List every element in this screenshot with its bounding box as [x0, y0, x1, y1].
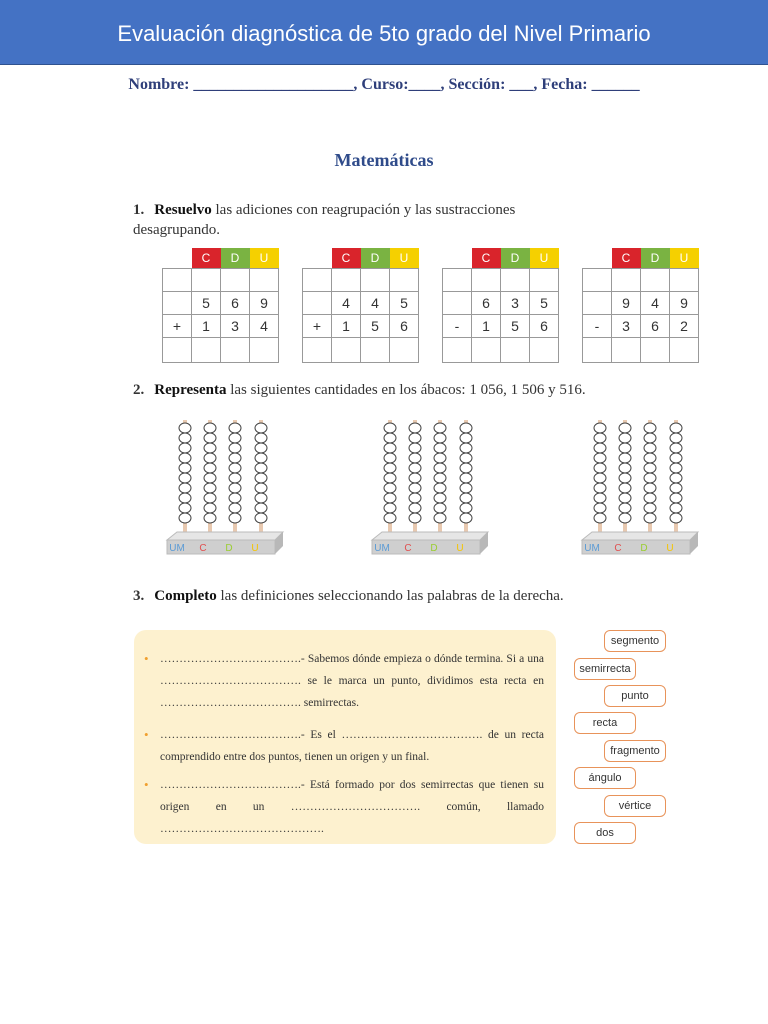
digit-cell: 4 — [250, 315, 279, 338]
abacus-drawing — [165, 418, 295, 560]
abacus-bead — [179, 463, 191, 473]
abacus-bead — [179, 503, 191, 513]
grid-cell — [501, 269, 530, 292]
place-header-u: U — [530, 248, 559, 269]
grid-cell — [583, 269, 612, 292]
abacus-bead — [434, 453, 446, 463]
abacus-bead — [409, 503, 421, 513]
grid-cell — [443, 269, 472, 292]
abacus-bead — [179, 483, 191, 493]
abacus-bead — [594, 453, 606, 463]
question-number: 3. — [133, 588, 145, 604]
abacus-bead — [619, 473, 631, 483]
operator-cell: + — [163, 315, 192, 338]
abacus-bead — [204, 473, 216, 483]
digit-cell: 5 — [361, 315, 390, 338]
place-header-u: U — [390, 248, 419, 269]
operation-grid — [582, 248, 699, 363]
digit-cell: 1 — [332, 315, 361, 338]
abacus-bead — [594, 483, 606, 493]
abacus-bead — [255, 503, 267, 513]
abacus-bead — [255, 473, 267, 483]
abacus-label: U — [456, 543, 464, 554]
question-1 — [133, 200, 603, 240]
abacus-bead — [384, 483, 396, 493]
word-chip[interactable]: fragmento — [604, 740, 666, 762]
answer-cell[interactable] — [472, 338, 501, 363]
abacus-bead — [619, 423, 631, 433]
abacus-bead — [409, 433, 421, 443]
grid-cell — [472, 269, 501, 292]
header-title: Evaluación diagnóstica de 5to grado del Nivel Primario — [117, 21, 651, 46]
definition-text[interactable]: ……………………………….- Es el ………………………………. de un recta comprendido entre dos puntos, tienen un origen y un final. — [160, 729, 544, 763]
abacus-bead — [434, 433, 446, 443]
grid-cell — [641, 269, 670, 292]
abacus-bead — [384, 513, 396, 523]
answer-cell[interactable] — [670, 338, 699, 363]
definition-item — [144, 648, 544, 714]
abacus-bead — [384, 443, 396, 453]
abacus-bead — [204, 503, 216, 513]
abacus-bead — [384, 453, 396, 463]
abacus-bead — [409, 473, 421, 483]
grid-cell — [163, 248, 192, 269]
abacus-label: D — [430, 543, 438, 554]
question-verb: Resuelvo — [154, 202, 212, 218]
abacus-bead — [384, 493, 396, 503]
grid-cell — [583, 248, 612, 269]
grid-cell — [163, 269, 192, 292]
abacus-bead — [434, 483, 446, 493]
abacus-bead — [229, 493, 241, 503]
answer-cell[interactable] — [501, 338, 530, 363]
abacus-bead — [409, 423, 421, 433]
definition-text[interactable]: ……………………………….- Está formado por dos semirrectas que tienen su origen en un ……………………………. común, llamado ……………………………………. — [160, 779, 544, 835]
abacus-bead — [229, 453, 241, 463]
question-verb: Representa — [154, 382, 227, 398]
abacus-bead — [384, 503, 396, 513]
abacus-bead — [179, 473, 191, 483]
abacus-bead — [384, 463, 396, 473]
abacus-bead — [204, 433, 216, 443]
abacus-bead — [434, 493, 446, 503]
abacus-bead — [644, 473, 656, 483]
question-3 — [133, 586, 693, 606]
abacus-bead — [255, 423, 267, 433]
abacus-bead — [670, 453, 682, 463]
abacus-bead — [409, 513, 421, 523]
place-header-d: D — [501, 248, 530, 269]
abacus-bead — [594, 423, 606, 433]
grid-cell — [250, 269, 279, 292]
question-text: las adiciones con reagrupación y las sustracciones desagrupando. — [133, 202, 516, 238]
word-chip[interactable]: segmento — [604, 630, 666, 652]
abacus-bead — [179, 493, 191, 503]
answer-cell[interactable] — [163, 338, 192, 363]
abacus-bead — [644, 453, 656, 463]
abacus-bead — [644, 483, 656, 493]
abacus-bead — [434, 443, 446, 453]
question-number: 2. — [133, 382, 145, 398]
abacus-bead — [644, 443, 656, 453]
question-text: las siguientes cantidades en los ábacos: 1 056, 1 506 y 516. — [226, 382, 586, 398]
place-header-d: D — [361, 248, 390, 269]
grid-cell — [221, 269, 250, 292]
abacus-bead — [204, 423, 216, 433]
place-header-u: U — [670, 248, 699, 269]
grid-cell — [303, 292, 332, 315]
answer-cell[interactable] — [583, 338, 612, 363]
abacus-bead — [594, 463, 606, 473]
abacus-bead — [460, 483, 472, 493]
abacus-bead — [644, 503, 656, 513]
abacus-drawing — [580, 418, 710, 560]
abacus-bead — [204, 453, 216, 463]
abacus-bead — [229, 513, 241, 523]
abacus-bead — [409, 463, 421, 473]
answer-cell[interactable] — [530, 338, 559, 363]
answer-cell[interactable] — [641, 338, 670, 363]
definitions-panel — [134, 630, 556, 844]
abacus-bead — [670, 473, 682, 483]
abacus-label: UM — [169, 543, 185, 554]
grid-cell — [443, 248, 472, 269]
abacus-bead — [670, 423, 682, 433]
subject-title: Matemáticas — [334, 150, 434, 170]
abacus-bead — [229, 443, 241, 453]
bullet-icon: • — [144, 777, 149, 792]
abacus-base-top — [167, 532, 283, 540]
bullet-icon: • — [144, 727, 149, 742]
digit-cell: 5 — [530, 292, 559, 315]
abacus-bead — [619, 433, 631, 443]
abacus-bead — [594, 433, 606, 443]
abacus-bead — [670, 463, 682, 473]
abacus[interactable] — [165, 418, 295, 560]
place-header-c: C — [472, 248, 501, 269]
place-header-d: D — [641, 248, 670, 269]
abacus-bead — [619, 513, 631, 523]
grid-cell — [332, 269, 361, 292]
abacus-bead — [229, 463, 241, 473]
abacus-bead — [409, 493, 421, 503]
place-header-d: D — [221, 248, 250, 269]
operation-grid — [162, 248, 279, 363]
grid-cell — [583, 292, 612, 315]
word-chip[interactable]: dos — [574, 822, 636, 844]
abacus-bead — [204, 493, 216, 503]
abacus[interactable] — [580, 418, 710, 560]
abacus-bead — [670, 503, 682, 513]
abacus-bead — [229, 473, 241, 483]
abacus-bead — [255, 443, 267, 453]
place-header-u: U — [250, 248, 279, 269]
abacus-bead — [229, 483, 241, 493]
abacus-label: C — [199, 543, 207, 554]
abacus-bead — [670, 493, 682, 503]
place-header-c: C — [332, 248, 361, 269]
operation-grid — [302, 248, 419, 363]
definition-item — [144, 774, 544, 840]
abacus-bead — [594, 513, 606, 523]
abacus-bead — [644, 463, 656, 473]
abacus-bead — [204, 483, 216, 493]
word-chip[interactable]: vértice — [604, 795, 666, 817]
digit-cell: 4 — [332, 292, 361, 315]
abacus-bead — [670, 513, 682, 523]
grid-cell — [303, 269, 332, 292]
abacus-bead — [229, 423, 241, 433]
grid-cell — [670, 269, 699, 292]
abacus-bead — [179, 423, 191, 433]
abacus-label: C — [404, 543, 412, 554]
abacus-bead — [594, 503, 606, 513]
abacus-bead — [255, 433, 267, 443]
abacus-bead — [229, 503, 241, 513]
abacus-bead — [619, 493, 631, 503]
abacus-label: U — [251, 543, 259, 554]
word-chip[interactable]: ángulo — [574, 767, 636, 789]
digit-cell: 4 — [641, 292, 670, 315]
abacus-bead — [409, 453, 421, 463]
definition-item — [144, 724, 544, 768]
abacus-bead — [204, 443, 216, 453]
abacus-bead — [460, 503, 472, 513]
digit-cell: 6 — [221, 292, 250, 315]
grid-cell — [192, 269, 221, 292]
abacus-label: D — [640, 543, 648, 554]
digit-cell: 1 — [472, 315, 501, 338]
abacus-bead — [434, 473, 446, 483]
abacus-bead — [619, 463, 631, 473]
word-chip[interactable]: punto — [604, 685, 666, 707]
abacus-bead — [434, 463, 446, 473]
digit-cell: 3 — [612, 315, 641, 338]
student-info-line: Nombre: ____________________, Curso:____, Sección: ___, Fecha: ______ — [128, 76, 640, 93]
operation-grid — [442, 248, 559, 363]
abacus-bead — [460, 423, 472, 433]
abacus-bead — [179, 453, 191, 463]
abacus-bead — [670, 443, 682, 453]
digit-cell: 6 — [472, 292, 501, 315]
abacus-bead — [619, 453, 631, 463]
abacus-bead — [204, 513, 216, 523]
grid-cell — [390, 269, 419, 292]
answer-cell[interactable] — [361, 338, 390, 363]
abacus-bead — [384, 473, 396, 483]
abacus-bead — [594, 443, 606, 453]
grid-cell — [163, 292, 192, 315]
grid-cell — [443, 292, 472, 315]
digit-cell: 5 — [192, 292, 221, 315]
grid-cell — [361, 269, 390, 292]
abacus-label: UM — [584, 543, 600, 554]
abacus-bead — [460, 463, 472, 473]
digit-cell: 6 — [390, 315, 419, 338]
abacus-bead — [409, 483, 421, 493]
abacus-bead — [255, 463, 267, 473]
page-header — [0, 0, 768, 65]
abacus-bead — [460, 433, 472, 443]
place-header-c: C — [612, 248, 641, 269]
abacus-bead — [409, 443, 421, 453]
abacus-bead — [594, 473, 606, 483]
abacus-label: UM — [374, 543, 390, 554]
digit-cell: 6 — [530, 315, 559, 338]
abacus-bead — [644, 513, 656, 523]
answer-cell[interactable] — [221, 338, 250, 363]
question-2 — [133, 380, 693, 400]
digit-cell: 6 — [641, 315, 670, 338]
word-chip[interactable]: recta — [574, 712, 636, 734]
operator-cell: - — [443, 315, 472, 338]
abacus-bead — [204, 463, 216, 473]
digit-cell: 1 — [192, 315, 221, 338]
abacus-bead — [255, 453, 267, 463]
operator-cell: - — [583, 315, 612, 338]
abacus-bead — [255, 513, 267, 523]
abacus-label: D — [225, 543, 233, 554]
abacus-label: U — [666, 543, 674, 554]
answer-cell[interactable] — [192, 338, 221, 363]
abacus-bead — [179, 513, 191, 523]
abacus-bead — [644, 423, 656, 433]
bullet-icon: • — [144, 651, 149, 666]
answer-cell[interactable] — [332, 338, 361, 363]
digit-cell: 5 — [390, 292, 419, 315]
abacus[interactable] — [370, 418, 500, 560]
question-verb: Completo — [154, 588, 217, 604]
abacus-bead — [619, 483, 631, 493]
grid-cell — [530, 269, 559, 292]
abacus-label: C — [614, 543, 622, 554]
abacus-bead — [644, 433, 656, 443]
abacus-drawing — [370, 418, 500, 560]
abacus-base-top — [372, 532, 488, 540]
answer-cell[interactable] — [612, 338, 641, 363]
abacus-bead — [619, 443, 631, 453]
digit-cell: 2 — [670, 315, 699, 338]
abacus-bead — [670, 433, 682, 443]
digit-cell: 4 — [361, 292, 390, 315]
abacus-bead — [460, 513, 472, 523]
abacus-bead — [460, 443, 472, 453]
grid-cell — [303, 248, 332, 269]
abacus-bead — [434, 513, 446, 523]
abacus-bead — [434, 423, 446, 433]
answer-cell[interactable] — [250, 338, 279, 363]
operator-cell: + — [303, 315, 332, 338]
digit-cell: 3 — [221, 315, 250, 338]
abacus-bead — [460, 473, 472, 483]
abacus-bead — [460, 493, 472, 503]
abacus-base-top — [582, 532, 698, 540]
question-text: las definiciones seleccionando las palabras de la derecha. — [216, 588, 564, 604]
digit-cell: 9 — [250, 292, 279, 315]
abacus-bead — [384, 423, 396, 433]
abacus-bead — [255, 493, 267, 503]
abacus-bead — [619, 503, 631, 513]
abacus-bead — [255, 483, 267, 493]
answer-cell[interactable] — [390, 338, 419, 363]
abacus-bead — [179, 443, 191, 453]
grid-cell — [612, 269, 641, 292]
abacus-bead — [229, 433, 241, 443]
digit-cell: 3 — [501, 292, 530, 315]
digit-cell: 9 — [612, 292, 641, 315]
word-chip[interactable]: semirrecta — [574, 658, 636, 680]
abacus-bead — [594, 493, 606, 503]
abacus-bead — [670, 483, 682, 493]
answer-cell[interactable] — [303, 338, 332, 363]
abacus-bead — [644, 493, 656, 503]
abacus-bead — [460, 453, 472, 463]
digit-cell: 9 — [670, 292, 699, 315]
abacus-bead — [384, 433, 396, 443]
question-number: 1. — [133, 202, 145, 218]
answer-cell[interactable] — [443, 338, 472, 363]
definition-text[interactable]: ……………………………….- Sabemos dónde empieza o dónde termina. Si a una ………………………………. se le marca un punto, dividimos esta recta en ………………………………. semirrectas. — [160, 653, 544, 709]
place-header-c: C — [192, 248, 221, 269]
abacus-bead — [179, 433, 191, 443]
digit-cell: 5 — [501, 315, 530, 338]
abacus-bead — [434, 503, 446, 513]
